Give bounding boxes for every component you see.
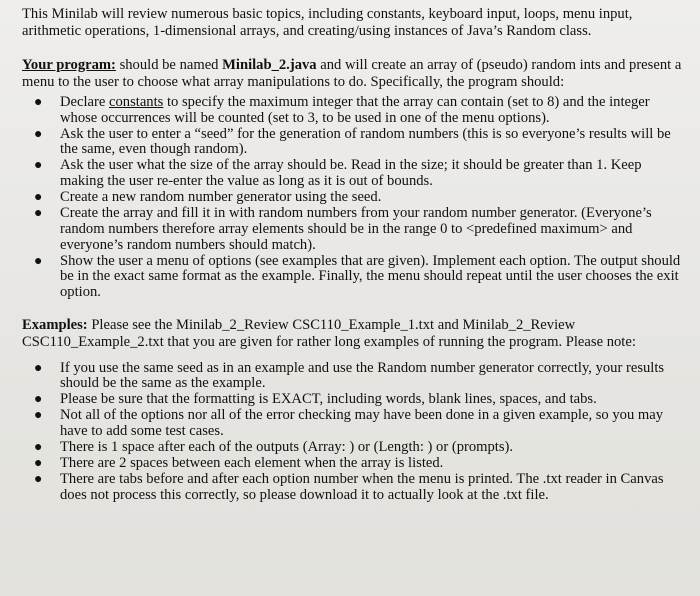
list-item: ● Declare constants to specify the maximum integer that the array can contain (set to 8) and the integer whose occurrences will be counted (set to 3, to be used in one of the menu options). bbox=[34, 94, 650, 126]
list-item: ● Show the user a menu of options (see examples that are given). Implement each option. The output should be in the exact same format as the example. Finally, the menu should repeat until the user chooses the exit option. bbox=[34, 252, 681, 300]
examples-text: Please see the Minilab_2_Review CSC110_Example_1.txt and Minilab_2_Review CSC110_Example_2.txt that you are given for rather long examples of running the program. Please note: bbox=[22, 316, 636, 350]
list-item: ● Create a new random number generator using the seed. bbox=[34, 189, 382, 206]
program-filename: Minilab_2.java bbox=[222, 57, 317, 73]
list-item: ● Ask the user to enter a “seed” for the generation of random numbers (this is so everyone’s results will be the same, even though random). bbox=[34, 125, 671, 158]
program-text-1: should be named bbox=[115, 57, 223, 73]
list-item: ● There is 1 space after each of the outputs (Array: ) or (Length: ) or (prompts). bbox=[34, 439, 514, 456]
list-item: ● There are 2 spaces between each element when the array is listed. bbox=[34, 455, 444, 472]
constants-term: constants bbox=[109, 94, 164, 110]
examples-paragraph bbox=[22, 317, 682, 351]
list-item: ● Ask the user what the size of the array should be. Read in the size; it should be greater than 1. Keep making the user re-enter the value as long as it is out of bounds. bbox=[34, 157, 642, 190]
program-paragraph bbox=[22, 57, 682, 91]
bullet-icon: ● bbox=[34, 206, 43, 222]
program-text-2: and will create an array of (pseudo) random ints and present a menu to the user to choose what array manipulations to do. Specifically, the program should: bbox=[22, 57, 682, 90]
program-requirements-list bbox=[22, 95, 682, 301]
bullet-icon: ● bbox=[34, 158, 43, 174]
bullet-icon: ● bbox=[34, 360, 43, 376]
bullet-icon: ● bbox=[34, 408, 43, 424]
bullet-icon: ● bbox=[34, 456, 43, 472]
bullet-icon: ● bbox=[34, 95, 43, 110]
bullet-icon: ● bbox=[34, 253, 43, 269]
bullet-icon: ● bbox=[34, 126, 43, 142]
bullet-icon: ● bbox=[34, 190, 43, 206]
program-label: Your program: bbox=[22, 57, 116, 73]
bullet-icon: ● bbox=[34, 440, 43, 456]
list-item: ● If you use the same seed as in an example and use the Random number generator correctly, your results should be the same as the example. bbox=[34, 359, 665, 392]
list-item: ● Please be sure that the formatting is EXACT, including words, blank lines, spaces, and tabs. bbox=[34, 391, 597, 408]
intro-paragraph: This Minilab will review numerous basic topics, including constants, keyboard input, loops, menu input, arithmetic operations, 1-dimensional arrays, and creating/using instances of Java’s Random class. bbox=[22, 6, 633, 39]
list-item: ● Create the array and fill it in with random numbers from your random number generator. (Everyone’s random numbers therefore array elements should be in the range 0 to <predefined maximum> and everyone’s random numbers should match). bbox=[34, 205, 652, 253]
bullet-icon: ● bbox=[34, 392, 43, 408]
examples-notes-list bbox=[22, 361, 682, 504]
bullet-icon: ● bbox=[34, 472, 43, 488]
list-item: ● There are tabs before and after each option number when the menu is printed. The .txt reader in Canvas does not process this correctly, so please download it to actually look at the .txt file. bbox=[34, 471, 664, 503]
list-item: ● Not all of the options nor all of the error checking may have been done in a given example, so you may have to add some test cases. bbox=[34, 407, 664, 440]
examples-label: Examples: bbox=[22, 316, 88, 333]
